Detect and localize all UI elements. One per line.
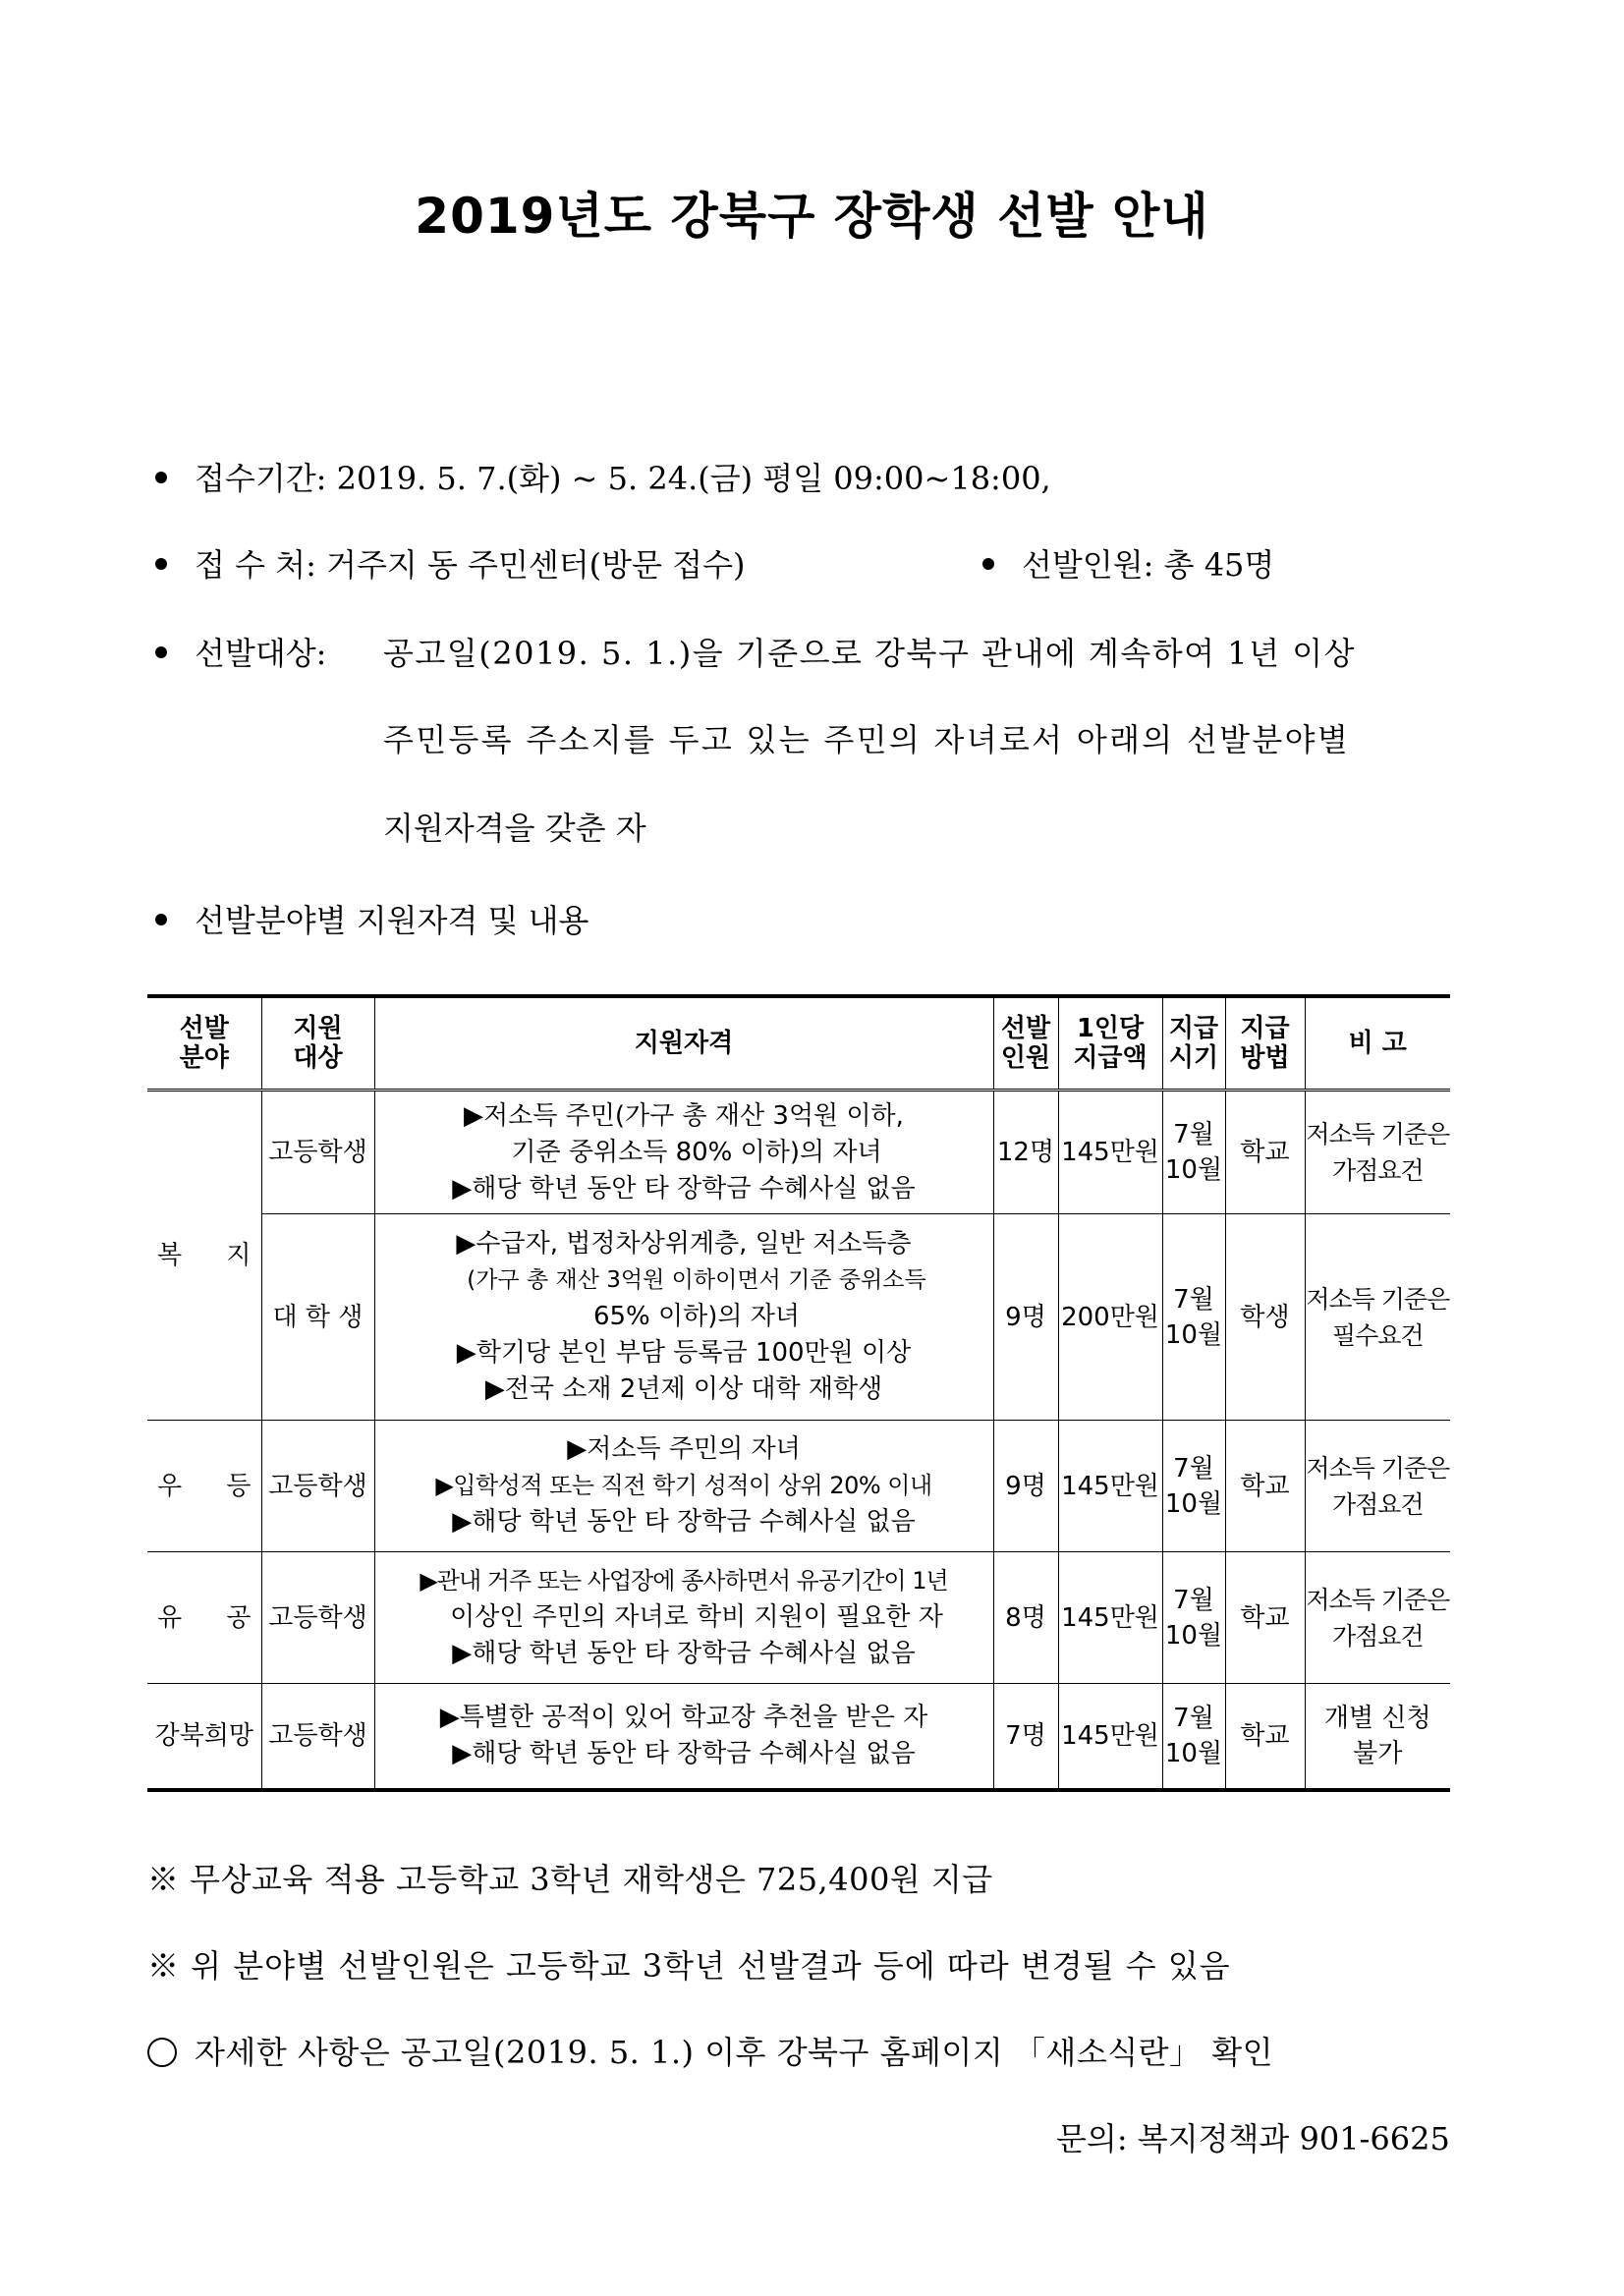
qualification-line: ▶특별한 공적이 있어 학교장 추천을 받은 자 [439, 1702, 928, 1732]
count-cell: 8명 [993, 1552, 1058, 1684]
category-excellence [147, 1421, 261, 1552]
page-title: 2019년도 강북구 장학생 선발 안내 [415, 188, 1209, 245]
category-char: 복 [157, 1241, 183, 1270]
target-line-3: 지원자격을 갖춘 자 [383, 810, 646, 847]
note-cell [1305, 1421, 1450, 1552]
qualification-line: ▶입학성적 또는 직전 학기 성적이 상위 20% 이내 [435, 1472, 932, 1499]
bullet-icon [982, 558, 994, 570]
note-line: 저소득 기준은 [1306, 1120, 1450, 1148]
note-line: 불가 [1353, 1738, 1403, 1768]
qualification-line: 65% 이하)의 자녀 [592, 1302, 801, 1331]
method-cell: 학교 [1225, 1552, 1305, 1684]
period-label: 접수기간: [195, 460, 327, 497]
category-welfare [147, 1091, 261, 1421]
contact-info: 문의: 복지정책과 901-6625 [1056, 2120, 1450, 2157]
table-header-row [147, 996, 1450, 1091]
time-line: 10월 [1164, 1620, 1223, 1651]
section-heading: 선발분야별 지원자격 및 내용 [195, 902, 589, 939]
note-free-education: ※ 무상교육 적용 고등학교 3학년 재학생은 725,400원 지급 [147, 1861, 993, 1898]
note-count-change: ※ 위 분야별 선발인원은 고등학교 3학년 선발결과 등에 따라 변경될 수 있음 [147, 1947, 1231, 1985]
category-hope: 강북희망 [147, 1684, 261, 1790]
header-note: 비 고 [1305, 996, 1450, 1091]
qualification-cell [374, 1684, 993, 1790]
time-line: 10월 [1164, 1738, 1223, 1768]
time-cell [1162, 1091, 1225, 1214]
amount-cell: 200만원 [1058, 1214, 1162, 1421]
qualification-line: ▶관내 거주 또는 사업장에 종사하면서 유공기간이 1년 [420, 1567, 948, 1595]
note-line: 필수요건 [1331, 1320, 1424, 1350]
note-cell [1305, 1214, 1450, 1421]
qualification-cell [374, 1091, 993, 1214]
note-cell [1305, 1552, 1450, 1684]
table-row [147, 1091, 1450, 1214]
method-cell: 학교 [1225, 1091, 1305, 1214]
qualification-line: ▶저소득 주민(가구 총 재산 3억원 이하, [464, 1100, 904, 1131]
note-line: 가점요건 [1331, 1621, 1424, 1651]
amount-cell: 145만원 [1058, 1552, 1162, 1684]
reception-place [155, 540, 745, 586]
method-cell: 학교 [1225, 1421, 1305, 1552]
table-row [147, 1214, 1450, 1421]
header-field: 선발 분야 [147, 996, 261, 1091]
time-cell [1162, 1684, 1225, 1790]
category-merit [147, 1552, 261, 1684]
time-cell [1162, 1214, 1225, 1421]
place-label: 접 수 처: [195, 546, 316, 584]
period-value: 2019. 5. 7.(화) ~ 5. 24.(금) 평일 09:00~18:00, [336, 460, 1051, 497]
note-line: 저소득 기준은 [1306, 1453, 1450, 1483]
qualification-line: ▶해당 학년 동안 타 장학금 수혜사실 없음 [452, 1173, 916, 1204]
table-row [147, 1552, 1450, 1684]
header-count: 선발 인원 [993, 996, 1058, 1091]
time-line: 10월 [1164, 1488, 1223, 1519]
table-row [147, 1684, 1450, 1790]
note-line: 가점요건 [1331, 1489, 1424, 1519]
bullet-icon [155, 558, 167, 570]
count-label: 선발인원: [1022, 546, 1154, 584]
table-row [147, 1421, 1450, 1552]
category-char: 지 [226, 1241, 252, 1270]
note-homepage-text: 자세한 사항은 공고일(2019. 5. 1.) 이후 강북구 홈페이지 「새소식란」 확인 [195, 2034, 1274, 2071]
target-line-1: 공고일(2019. 5. 1.)을 기준으로 강북구 관내에 계속하여 1년 이상 [383, 635, 1357, 672]
time-line: 10월 [1164, 1319, 1223, 1350]
count-value: 총 45명 [1163, 546, 1275, 584]
time-cell [1162, 1421, 1225, 1552]
note-cell [1305, 1091, 1450, 1214]
qualification-line: ▶해당 학년 동안 타 장학금 수혜사실 없음 [452, 1738, 916, 1768]
qualification-line: 이상인 주민의 자녀로 학비 지원이 필요한 자 [450, 1602, 943, 1632]
method-cell: 학생 [1225, 1214, 1305, 1421]
target-cell: 대 학 생 [261, 1214, 374, 1421]
qualification-cell [374, 1214, 993, 1421]
target-cell: 고등학생 [261, 1684, 374, 1790]
category-char: 유 [157, 1602, 183, 1633]
target-line-2: 주민등록 주소지를 두고 있는 주민의 자녀로서 아래의 선발분야별 [383, 721, 1351, 758]
count-cell: 7명 [993, 1684, 1058, 1790]
scholarship-table [147, 994, 1450, 1792]
note-line: 가점요건 [1331, 1156, 1424, 1185]
qualification-line: ▶해당 학년 동안 타 장학금 수혜사실 없음 [452, 1507, 916, 1537]
count-cell: 9명 [993, 1214, 1058, 1421]
header-target: 지원 대상 [261, 996, 374, 1091]
qualification-line: (가구 총 재산 3억원 이하이면서 기준 중위소득 [467, 1267, 926, 1293]
qualification-line: ▶전국 소재 2년제 이상 대학 재학생 [484, 1374, 883, 1404]
time-cell [1162, 1552, 1225, 1684]
count-cell: 12명 [993, 1091, 1058, 1214]
category-char: 공 [226, 1602, 252, 1633]
method-cell: 학교 [1225, 1684, 1305, 1790]
time-line: 7월 [1173, 1453, 1214, 1484]
target-cell: 고등학생 [261, 1421, 374, 1552]
target-cell: 고등학생 [261, 1091, 374, 1214]
reception-period [155, 454, 1051, 499]
header-qualification: 지원자격 [374, 996, 993, 1091]
bullet-icon [155, 914, 167, 925]
amount-cell: 145만원 [1058, 1684, 1162, 1790]
qualification-cell [374, 1421, 993, 1552]
note-line: 저소득 기준은 [1306, 1284, 1450, 1314]
circle-icon [147, 2038, 177, 2067]
qualification-line: ▶수급자, 법정차상위계층, 일반 저소득층 [456, 1229, 912, 1259]
place-value: 거주지 동 주민센터(방문 접수) [326, 546, 746, 584]
time-line: 7월 [1173, 1703, 1214, 1733]
qualification-cell [374, 1552, 993, 1684]
time-line: 7월 [1173, 1284, 1214, 1315]
qualification-line: ▶학기당 본인 부담 등록금 100만원 이상 [456, 1338, 912, 1368]
target-label: 선발대상: [195, 635, 327, 672]
header-time: 지급 시기 [1162, 996, 1225, 1091]
time-line: 7월 [1173, 1120, 1214, 1149]
time-line: 7월 [1173, 1585, 1214, 1615]
selection-target-label-line [155, 629, 326, 674]
header-method: 지급 방법 [1225, 996, 1305, 1091]
category-char: 등 [226, 1471, 252, 1501]
section-heading-line [155, 896, 588, 941]
time-line: 10월 [1164, 1155, 1223, 1185]
qualification-line: 기준 중위소득 80% 이하)의 자녀 [511, 1137, 882, 1167]
qualification-line: ▶저소득 주민의 자녀 [567, 1434, 801, 1464]
header-amount: 1인당 지급액 [1058, 996, 1162, 1091]
bullet-icon [155, 646, 167, 658]
note-cell [1305, 1684, 1450, 1790]
qualification-line: ▶해당 학년 동안 타 장학금 수혜사실 없음 [452, 1639, 916, 1668]
note-line: 저소득 기준은 [1306, 1585, 1450, 1614]
target-cell: 고등학생 [261, 1552, 374, 1684]
selection-count [982, 540, 1274, 586]
amount-cell: 145만원 [1058, 1421, 1162, 1552]
amount-cell: 145만원 [1058, 1091, 1162, 1214]
note-line: 개별 신청 [1323, 1703, 1431, 1733]
count-cell: 9명 [993, 1421, 1058, 1552]
category-char: 우 [157, 1471, 183, 1501]
bullet-icon [155, 472, 167, 483]
note-homepage [147, 2028, 1273, 2073]
